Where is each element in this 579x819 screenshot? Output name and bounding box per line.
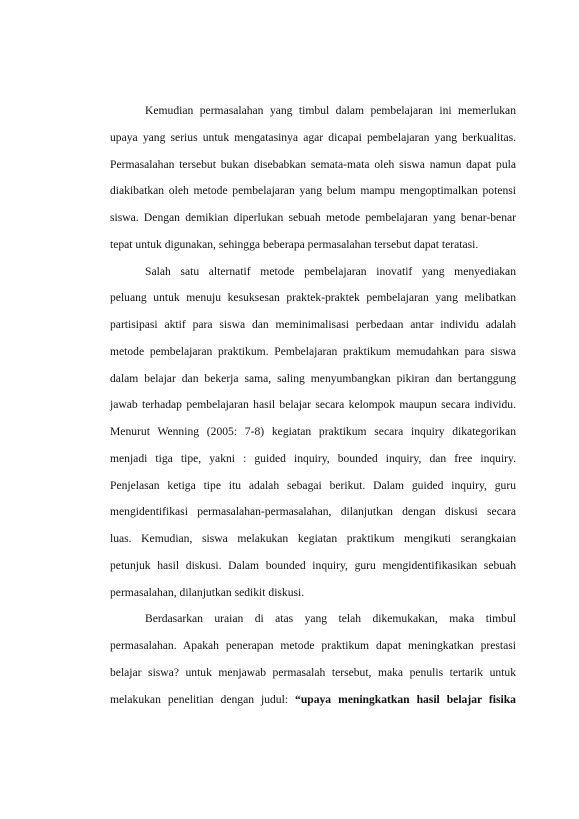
paragraph-line: metode pembelajaran praktikum. Pembelajaran praktikum memudahkan para siswa [110,344,516,358]
body-text [110,98,516,713]
paragraph-line: belajar siswa? untuk menjawab permasalah tersebut, maka penulis tertarik untuk [110,665,516,679]
paragraph-line: dalam belajar dan bekerja sama, saling menyumbangkan pikiran dan bertanggung [110,371,516,385]
paragraph-line: jawab terhadap pembelajaran hasil belajar secara kelompok maupun secara individu. [110,398,516,412]
paragraph-line: Menurut Wenning (2005: 7-8) kegiatan praktikum secara inquiry dikategorikan [110,425,516,438]
paragraph-line: petunjuk hasil diskusi. Dalam bounded inquiry, guru mengidentifikasikan sebuah [110,558,516,572]
paragraph-line: mengidentifikasi permasalahan-permasalahan, dilanjutkan dengan diskusi secara [110,505,516,519]
paragraph-line: Penjelasan ketiga tipe itu adalah sebagai berikut. Dalam guided inquiry, guru [110,478,516,492]
paragraph-line: upaya yang serius untuk mengatasinya agar dicapai pembelajaran yang berkualitas. [110,130,516,144]
paragraph-line-final [110,687,516,714]
paragraph-line-plain: melakukan penelitian dengan judul: [110,692,296,706]
research-title-bold: “upaya meningkatkan hasil belajar fisika [295,692,516,706]
paragraph-line: luas. Kemudian, siswa melakukan kegiatan praktikum mengikuti serangkaian [110,532,516,545]
paragraph-line: Berdasarkan uraian di atas yang telah dikemukakan, maka timbul [145,612,516,626]
paragraph-line: diakibatkan oleh metode pembelajaran yang belum mampu mengoptimalkan potensi [110,184,516,198]
paragraph-line: partisipasi aktif para siswa dan meminimalisasi perbedaan antar individu adalah [110,318,516,331]
paragraph-line: peluang untuk menuju kesuksesan praktek-praktek pembelajaran yang melibatkan [110,291,516,305]
paragraph-line: permasalahan. Apakah penerapan metode praktikum dapat meningkatkan prestasi [110,639,516,652]
paragraph-line: Salah satu alternatif metode pembelajaran inovatif yang menyediakan [145,264,516,278]
paragraph-line: Permasalahan tersebut bukan disebabkan semata-mata oleh siswa namun dapat pula [110,157,516,171]
paragraph-line: tepat untuk digunakan, sehingga beberapa permasalahan tersebut dapat teratasi. [110,237,479,251]
paragraph-line: permasalahan, dilanjutkan sedikit diskusi. [110,585,305,599]
paragraph-line: menjadi tiga tipe, yakni : guided inquiry, bounded inquiry, dan free inquiry. [110,451,516,465]
paragraph-line: siswa. Dengan demikian diperlukan sebuah metode pembelajaran yang benar-benar [110,211,516,224]
paragraph-line: Kemudian permasalahan yang timbul dalam pembelajaran ini memerlukan [145,104,516,117]
